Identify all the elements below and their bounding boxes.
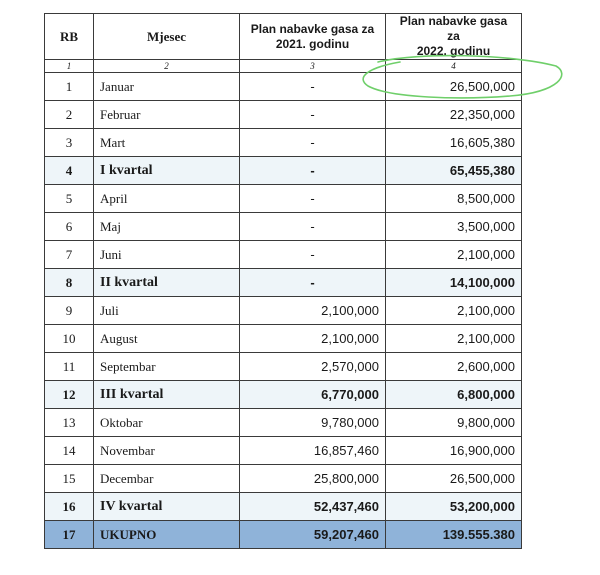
plan-2022-cell: 22,350,000	[386, 101, 522, 129]
plan-2021-cell: -	[240, 157, 386, 185]
plan-2022-cell: 26,500,000	[386, 73, 522, 101]
plan-2022-cell: 26,500,000	[386, 465, 522, 493]
quarter-row	[45, 269, 522, 297]
mjesec-cell: April	[94, 185, 240, 213]
rb-cell: 9	[45, 297, 94, 325]
mjesec-cell: Mart	[94, 129, 240, 157]
plan-2021-cell: 2,570,000	[240, 353, 386, 381]
plan-2021-cell: -	[240, 241, 386, 269]
rb-cell: 17	[45, 521, 94, 549]
plan-2021-cell: 6,770,000	[240, 381, 386, 409]
plan-2022-cell: 65,455,380	[386, 157, 522, 185]
table-row	[45, 213, 522, 241]
plan-2021-cell: 9,780,000	[240, 409, 386, 437]
column-index: 4	[386, 60, 522, 73]
plan-2022-cell: 8,500,000	[386, 185, 522, 213]
rb-cell: 2	[45, 101, 94, 129]
table-row	[45, 325, 522, 353]
mjesec-cell: II kvartal	[94, 269, 240, 297]
quarter-row	[45, 381, 522, 409]
quarter-row	[45, 157, 522, 185]
rb-cell: 14	[45, 437, 94, 465]
table-row	[45, 241, 522, 269]
rb-cell: 13	[45, 409, 94, 437]
header-mjesec: Mjesec	[94, 14, 240, 60]
mjesec-cell: I kvartal	[94, 157, 240, 185]
table-row	[45, 101, 522, 129]
plan-2021-cell: -	[240, 269, 386, 297]
plan-2021-cell: -	[240, 185, 386, 213]
header-plan-2021	[240, 14, 386, 60]
plan-2022-cell: 139.555.380	[386, 521, 522, 549]
header-plan-2022-line2: 2022. godinu	[416, 44, 491, 58]
plan-2022-cell: 2,600,000	[386, 353, 522, 381]
mjesec-cell: Septembar	[94, 353, 240, 381]
plan-2022-cell: 16,605,380	[386, 129, 522, 157]
rb-cell: 8	[45, 269, 94, 297]
table-row	[45, 297, 522, 325]
header-plan-2021-line2: 2021. godinu	[275, 36, 350, 51]
column-index: 3	[240, 60, 386, 73]
plan-2021-cell: 2,100,000	[240, 325, 386, 353]
table-row	[45, 409, 522, 437]
header-plan-2022-line1: Plan nabavke gasa za	[399, 14, 508, 43]
table-row	[45, 185, 522, 213]
total-row	[45, 521, 522, 549]
table-header-row	[45, 14, 522, 60]
rb-cell: 16	[45, 493, 94, 521]
plan-2021-cell: 16,857,460	[240, 437, 386, 465]
quarter-row	[45, 493, 522, 521]
plan-2021-cell: 25,800,000	[240, 465, 386, 493]
rb-cell: 3	[45, 129, 94, 157]
plan-2021-cell: 59,207,460	[240, 521, 386, 549]
plan-2021-cell: -	[240, 101, 386, 129]
rb-cell: 11	[45, 353, 94, 381]
table-row	[45, 437, 522, 465]
column-index: 1	[45, 60, 94, 73]
plan-2022-cell: 53,200,000	[386, 493, 522, 521]
plan-2022-cell: 6,800,000	[386, 381, 522, 409]
plan-2021-cell: 2,100,000	[240, 297, 386, 325]
mjesec-cell: Oktobar	[94, 409, 240, 437]
column-index: 2	[94, 60, 240, 73]
mjesec-cell: Decembar	[94, 465, 240, 493]
mjesec-cell: Juli	[94, 297, 240, 325]
mjesec-cell: Novembar	[94, 437, 240, 465]
gas-plan-table-container	[44, 13, 522, 549]
header-plan-2021-line1: Plan nabavke gasa za	[250, 21, 375, 36]
plan-2022-cell: 2,100,000	[386, 297, 522, 325]
mjesec-cell: Januar	[94, 73, 240, 101]
gas-plan-table	[44, 13, 522, 549]
rb-cell: 4	[45, 157, 94, 185]
rb-cell: 10	[45, 325, 94, 353]
mjesec-cell: Februar	[94, 101, 240, 129]
table-body	[45, 73, 522, 549]
plan-2022-cell: 3,500,000	[386, 213, 522, 241]
plan-2021-cell: 52,437,460	[240, 493, 386, 521]
rb-cell: 1	[45, 73, 94, 101]
mjesec-cell: III kvartal	[94, 381, 240, 409]
plan-2022-cell: 2,100,000	[386, 325, 522, 353]
header-rb: RB	[45, 14, 94, 60]
table-row	[45, 465, 522, 493]
mjesec-cell: IV kvartal	[94, 493, 240, 521]
column-index-row	[45, 60, 522, 73]
mjesec-cell: August	[94, 325, 240, 353]
rb-cell: 15	[45, 465, 94, 493]
plan-2022-cell: 2,100,000	[386, 241, 522, 269]
plan-2022-cell: 16,900,000	[386, 437, 522, 465]
plan-2021-cell: -	[240, 129, 386, 157]
plan-2021-cell: -	[240, 73, 386, 101]
mjesec-cell: Juni	[94, 241, 240, 269]
rb-cell: 6	[45, 213, 94, 241]
plan-2022-cell: 14,100,000	[386, 269, 522, 297]
table-row	[45, 129, 522, 157]
table-row	[45, 73, 522, 101]
table-row	[45, 353, 522, 381]
rb-cell: 5	[45, 185, 94, 213]
mjesec-cell: Maj	[94, 213, 240, 241]
header-plan-2022	[386, 14, 522, 60]
rb-cell: 7	[45, 241, 94, 269]
plan-2022-cell: 9,800,000	[386, 409, 522, 437]
plan-2021-cell: -	[240, 213, 386, 241]
mjesec-cell: UKUPNO	[94, 521, 240, 549]
rb-cell: 12	[45, 381, 94, 409]
